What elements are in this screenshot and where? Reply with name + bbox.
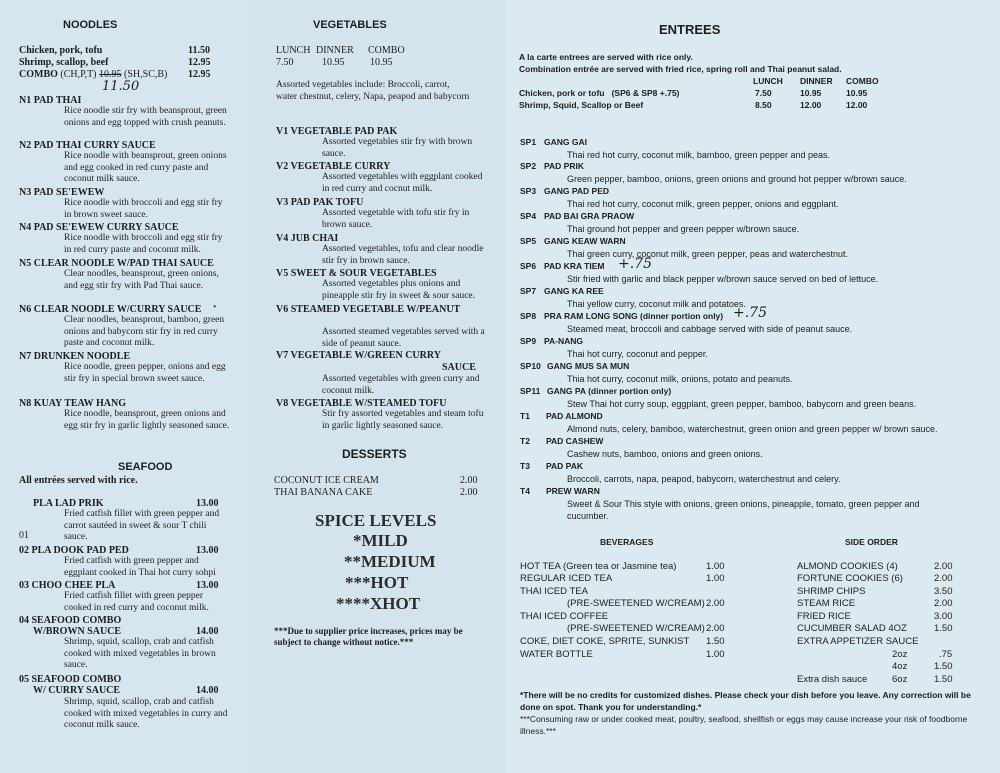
menu-item-desc: Assorted vegetables, tofu and clear noodle stir fry in brown sauce. [322, 244, 484, 266]
spice-level: ****XHOT [336, 594, 421, 613]
entree-desc: Thai red hot curry, coconut milk, green pepper, onions and eggplant. [567, 199, 839, 209]
noodles-heading: NOODLES [63, 19, 118, 31]
noodles-seafood-panel [0, 0, 248, 773]
entree-desc: Stew Thai hot curry soup, eggplant, green pepper, bamboo, babycorn and green beans. [567, 399, 917, 409]
menu-item-desc: Assorted vegetable with tofu stir fry in brown sauce. [322, 208, 470, 230]
noodles-price-label: Chicken, pork, tofu [19, 45, 103, 56]
menu-item-name-line2: W/ CURRY SAUCE [33, 685, 121, 696]
consume-note: ***Consuming raw or under cooked meat, poultry, seafood, shellfish or eggs may cause increase your risk of foodborne illness.*** [520, 714, 968, 736]
menu-item-price: 13.00 [196, 580, 219, 591]
side-order-price: 2.00 [934, 573, 953, 584]
menu-item-name: V5 SWEET & SOUR VEGETABLES [276, 268, 437, 279]
menu-item-desc: Assorted vegetables with green curry and coconut milk. [322, 374, 480, 396]
beverage-price: 1.00 [706, 649, 725, 660]
entree-code: SP2 [520, 161, 537, 171]
spice-heading: SPICE LEVELS [315, 511, 437, 530]
noodles-combo-line: COMBO (CH,P,T) 10.95 (SH,SC,B) [19, 69, 168, 80]
noodles-combo-price: 12.95 [188, 69, 211, 80]
menu-item-desc: Rice noodle, green pepper, onions and egg stir fry in special brown sweet sauce. [64, 362, 226, 384]
side-order-name: FRIED RICE [797, 611, 851, 622]
side-order-name: CUCUMBER SALAD 4OZ [797, 623, 907, 634]
menu-item-name: N5 CLEAR NOODLE W/PAD THAI SAUCE [19, 258, 214, 269]
menu-item-name: V8 VEGETABLE W/STEAMED TOFU [276, 398, 447, 409]
entree-code: SP9 [520, 336, 537, 346]
menu-item-desc: Rice noodle stir fry with beansprout, green onions and egg topped with crush peanuts. [64, 106, 227, 128]
vegetables-heading: VEGETABLES [313, 19, 387, 31]
noodles-price: 11.50 [188, 45, 210, 56]
entree-name: GANG KEAW WARN [544, 236, 626, 246]
menu-item-name: N8 KUAY TEAW HANG [19, 398, 126, 409]
menu-item-desc: Fried catfish fillet with green pepper and carrot sautéed in sweet & sour T chili sauce. [64, 509, 220, 542]
beverage-name: THAI ICED COFFEE [520, 611, 609, 622]
beverage-name: HOT TEA (Green tea or Jasmine tea) [520, 561, 677, 572]
menu-item-price: 14.00 [196, 685, 219, 696]
seafood-note: All entrées served with rice. [19, 475, 138, 486]
menu-item-name: PLA LAD PRIK [33, 498, 104, 509]
side-order-name: EXTRA APPETIZER SAUCE [797, 636, 919, 647]
entree-desc: Green pepper, bamboo, onions, green onions and ground hot pepper w/brown sauce. [567, 174, 907, 184]
beverages-heading: BEVERAGES [600, 537, 654, 547]
menu-item-name: N1 PAD THAI [19, 95, 82, 106]
beverage-price: 2.00 [706, 598, 725, 609]
entree-name: PAD PRIK [544, 161, 584, 171]
seafood-heading: SEAFOOD [118, 461, 173, 473]
beverage-name: COKE, DIET COKE, SPRITE, SUNKIST [520, 636, 690, 647]
entree-code: SP11 [520, 386, 541, 396]
menu-item-name: 03 CHOO CHEE PLA [19, 580, 116, 591]
price-row-lunch: 7.50 [755, 88, 772, 98]
side-order-size: 6oz [892, 674, 908, 685]
menu-item-name: V7 VEGETABLE W/GREEN CURRY [276, 350, 441, 361]
entree-name: PREW WARN [546, 486, 600, 496]
entrees-heading: ENTREES [659, 22, 721, 37]
entree-desc: Sweet & Sour This style with onions, green onions, pineapple, tomato, green pepper and cucumber. [567, 499, 920, 521]
entree-desc: Thai yellow curry, coconut milk and potatoes. [567, 299, 746, 309]
menu-item-desc: Rice noodle with broccoli and egg stir fry in red curry paste and coconut milk. [64, 233, 223, 255]
menu-item-desc: Stir fry assorted vegetables and steam tofu in garlic lightly seasoned sauce. [322, 409, 484, 431]
side-order-name: FORTUNE COOKIES (6) [797, 573, 903, 584]
side-order-price: 3.00 [934, 611, 953, 622]
menu-item-desc: Assorted steamed vegetables served with a side of peanut sauce. [322, 327, 485, 349]
menu-item-name: 05 SEAFOOD COMBO [19, 674, 122, 685]
entree-name: PA-NANG [544, 336, 584, 346]
entree-desc: Almond nuts, celery, bamboo, waterchestnut, green onion and green pepper w/ brown sauce. [567, 424, 938, 434]
spice-level: ***HOT [345, 573, 409, 592]
menu-item-name: V4 JUB CHAI [276, 233, 339, 244]
menu-item-name: V3 PAD PAK TOFU [276, 197, 364, 208]
beverage-name: (PRE-SWEETENED W/CREAM) [567, 623, 705, 634]
entree-name: GANG MUS SA MUN [547, 361, 630, 371]
menu-item-desc: Clear noodles, beansprout, bamboo, green onions and babycorn stir fry in red curry paste and coconut milk. [64, 315, 225, 348]
spice-level: *MILD [353, 531, 408, 550]
entree-name: GANG PA (dinner portion only) [547, 386, 672, 396]
handwritten-surcharge: +.75 [618, 256, 652, 272]
dessert-name: COCONUT ICE CREAM [274, 475, 379, 486]
price-header: LUNCH [276, 45, 311, 56]
price-value: 10.95 [370, 57, 393, 68]
assorted-note: Assorted vegetables include: Broccoli, carrot, water chestnut, celery, Napa, peapod and babycorn [276, 80, 470, 102]
entree-code: T2 [520, 436, 530, 446]
price-header: COMBO [846, 76, 879, 86]
beverage-price: 1.00 [706, 561, 725, 572]
entree-name: PRA RAM LONG SONG (dinner portion only) [544, 311, 724, 321]
price-header: DINNER [800, 76, 833, 86]
menu-item-name: 02 PLA DOOK PAD PED [19, 545, 129, 556]
menu-item-desc: Shrimp, squid, scallop, crab and catfish cooked with mixed vegetables in curry and coconut milk sauce. [64, 697, 228, 730]
entree-desc: Thai ground hot pepper and green pepper w/brown sauce. [567, 224, 800, 234]
noodles-price: 12.95 [188, 57, 211, 68]
beverage-name: WATER BOTTLE [520, 649, 593, 660]
entree-name: PAD ALMOND [546, 411, 603, 421]
price-row-combo: 12.00 [846, 100, 868, 110]
entree-name: GANG GAI [544, 137, 587, 147]
price-header: COMBO [368, 45, 405, 56]
side-order-name: STEAM RICE [797, 598, 856, 609]
entree-code: T3 [520, 461, 530, 471]
entree-code: SP3 [520, 186, 537, 196]
entree-desc: Thai green curry, coconut milk, green pepper, peas and waterchestnut. [567, 249, 848, 259]
price-header: LUNCH [753, 76, 783, 86]
side-order-price: 2.00 [934, 561, 953, 572]
entree-name: GANG PAD PED [544, 186, 610, 196]
side-order-price: .75 [939, 649, 953, 660]
entree-desc: Steamed meat, broccoli and cabbage served with side of peanut sauce. [567, 324, 853, 334]
price-value: 10.95 [322, 57, 345, 68]
entree-name: PAD PAK [546, 461, 583, 471]
menu-item-name-line2: W/BROWN SAUCE [33, 626, 122, 637]
menu-item-name: V6 STEAMED VEGETABLE W/PEANUT [276, 304, 461, 315]
menu-item-name: N4 PAD SE'EWEW CURRY SAUCE [19, 222, 179, 233]
entree-code: SP8 [520, 311, 537, 321]
entree-desc: Stir fried with garlic and black pepper w/brown sauce served on bed of lettuce. [567, 274, 879, 284]
price-row-lunch: 8.50 [755, 100, 772, 110]
entree-desc: Thia hot curry, coconut milk, onions, potato and peanuts. [567, 374, 793, 384]
menu-item-desc: Clear noodles, beansprout, green onions, and egg stir fry with Pad Thai sauce. [64, 269, 219, 291]
entree-code: SP5 [520, 236, 537, 246]
menu-item-name-line2: SAUCE [442, 362, 476, 373]
entree-code: T4 [520, 486, 530, 496]
side-order-price: 1.50 [934, 661, 953, 672]
menu-item-desc: Assorted vegetables stir fry with brown sauce. [322, 137, 473, 159]
side-order-name: ALMOND COOKIES (4) [797, 561, 898, 572]
menu-item-desc: Rice noodle with broccoli and egg stir fry in brown sweet sauce. [64, 198, 223, 220]
entree-name: GANG KA REE [544, 286, 604, 296]
entrees-panel [506, 0, 1000, 773]
menu-item-desc: Rice noodle, beansprout, green onions and egg stir fry in garlic lightly seasoned sauce. [64, 409, 230, 431]
entree-code: SP6 [520, 261, 537, 271]
menu-item-name: 04 SEAFOOD COMBO [19, 615, 122, 626]
side-order-size: 2oz [892, 649, 908, 660]
entree-code: SP1 [520, 137, 537, 147]
side-order-price: 3.50 [934, 586, 953, 597]
supplier-note: ***Due to supplier price increases, prices may be subject to change without notice.*** [274, 626, 463, 647]
entrees-note: A la carte entrees are served with rice only. [519, 52, 693, 62]
desserts-heading: DESSERTS [342, 447, 407, 461]
entree-code: SP7 [520, 286, 537, 296]
menu-item-price: 14.00 [196, 626, 219, 637]
vegetables-desserts-panel [248, 0, 506, 773]
menu-item-desc: Fried catfish fillet with green pepper cooked in red curry and coconut milk. [64, 591, 209, 613]
menu-item-name: N2 PAD THAI CURRY SAUCE [19, 140, 156, 151]
beverage-name: (PRE-SWEETENED W/CREAM) [567, 598, 705, 609]
entree-desc: Thai red hot curry, coconut milk, bamboo, green pepper and peas. [567, 150, 830, 160]
menu-item-desc: Fried catfish with green pepper and eggplant cooked in Thai hot curry sohpi [64, 556, 216, 578]
menu-item-name: V2 VEGETABLE CURRY [276, 161, 391, 172]
entree-desc: Cashew nuts, bamboo, onions and green onions. [567, 449, 763, 459]
price-row-dinner: 12.00 [800, 100, 822, 110]
menu-item-desc: Assorted vegetables with eggplant cooked in red curry and cocnut milk. [322, 172, 483, 194]
menu-item-name: V1 VEGETABLE PAD PAK [276, 126, 398, 137]
item-prefix: 01 [19, 530, 29, 541]
side-order-name: SHRIMP CHIPS [797, 586, 866, 597]
menu-item-name: N3 PAD SE'EWEW [19, 187, 105, 198]
menu-item-price: 13.00 [196, 498, 219, 509]
price-row-dinner: 10.95 [800, 88, 822, 98]
menu-item-name: N6 CLEAR NOODLE W/CURRY SAUCE [19, 304, 202, 315]
menu-item-price: 13.00 [196, 545, 219, 556]
price-value: 7.50 [276, 57, 294, 68]
menu-item-desc: Shrimp, squid, scallop, crab and catfish cooked with mixed vegetables in brown sauce. [64, 637, 216, 670]
entree-code: T1 [520, 411, 530, 421]
dessert-name: THAI BANANA CAKE [274, 487, 373, 498]
struck-price: 10.95 [99, 69, 122, 80]
entree-code: SP4 [520, 211, 537, 221]
beverage-price: 2.00 [706, 623, 725, 634]
credit-note: *There will be no credits for customized dishes. Please check your dish before you leave. Any correction will be done on spot. Thank you for understanding.* [520, 690, 971, 712]
handwritten-surcharge: +.75 [733, 305, 767, 321]
menu-item-desc: Rice noodle with beansprout, green onions and egg cooked in red curry paste and coconut milk sauce. [64, 151, 227, 184]
entrees-note: Combination entrée are served with fried rice, spring roll and Thai peanut salad. [519, 64, 842, 74]
price-row-combo: 10.95 [846, 88, 868, 98]
price-row-label: Chicken, pork or tofu (SP6 & SP8 +.75) [519, 88, 680, 98]
handwritten-price: 11.50 [102, 79, 140, 94]
dessert-price: 2.00 [460, 487, 478, 498]
side-order-price: 2.00 [934, 598, 953, 609]
side-order-size: 4oz [892, 661, 908, 672]
beverage-price: 1.50 [706, 636, 725, 647]
side-order-price: 1.50 [934, 623, 953, 634]
entree-desc: Thai hot curry, coconut and pepper. [567, 349, 708, 359]
dot-mark: • [213, 302, 217, 313]
side-order-heading: SIDE ORDER [845, 537, 898, 547]
entree-desc: Broccoli, carrots, napa, peapod, babycorn, waterchestnut and celery. [567, 474, 841, 484]
side-order-price: 1.50 [934, 674, 953, 685]
menu-item-name: N7 DRUNKEN NOODLE [19, 351, 131, 362]
entree-name: PAD CASHEW [546, 436, 604, 446]
beverage-name: THAI ICED TEA [520, 586, 588, 597]
entree-name: PAD KRA TIEM [544, 261, 605, 271]
price-row-label: Shrimp, Squid, Scallop or Beef [519, 100, 644, 110]
entree-code: SP10 [520, 361, 541, 371]
side-order-name: Extra dish sauce [797, 674, 868, 685]
spice-level: **MEDIUM [344, 552, 436, 571]
price-header: DINNER [316, 45, 354, 56]
beverage-name: REGULAR ICED TEA [520, 573, 613, 584]
entree-name: PAD BAI GRA PRAOW [544, 211, 635, 221]
noodles-price-label: Shrimp, scallop, beef [19, 57, 109, 68]
menu-item-desc: Assorted vegetables plus onions and pineapple stir fry in sweet & sour sauce. [322, 279, 476, 301]
beverage-price: 1.00 [706, 573, 725, 584]
dessert-price: 2.00 [460, 475, 478, 486]
